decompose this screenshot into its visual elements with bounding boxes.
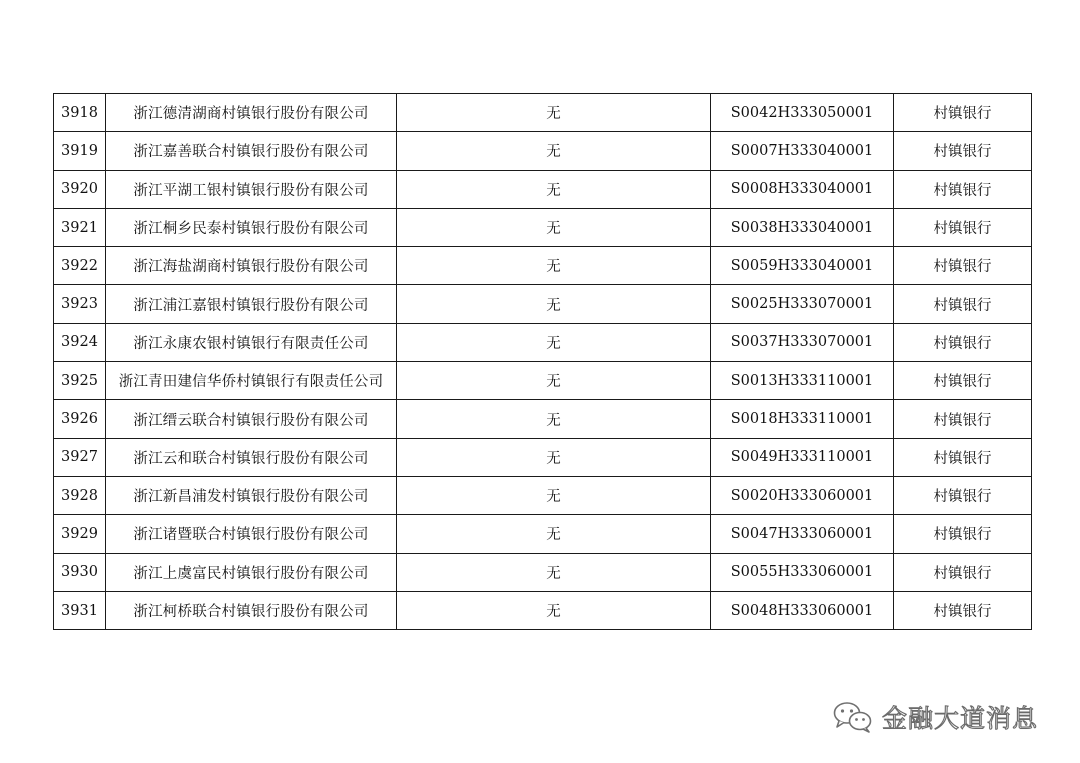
- bank-type-text: 村镇银行: [933, 604, 992, 620]
- bank-name-text: 浙江上虞富民村镇银行股份有限公司: [133, 565, 369, 582]
- institution-code-text: S0018H333110001: [730, 411, 874, 428]
- institution-code-cell: [711, 438, 894, 476]
- other-name-cell: [397, 323, 711, 361]
- bank-name-text: 浙江桐乡民泰村镇银行股份有限公司: [133, 221, 369, 238]
- row-number-text: 3921: [61, 219, 98, 236]
- row-number-cell: [54, 400, 106, 438]
- bank-name-text: 浙江青田建信华侨村镇银行有限责任公司: [118, 374, 384, 391]
- institution-code-text: S0025H333070001: [730, 296, 874, 313]
- other-name-cell: [397, 476, 711, 514]
- institution-code-cell: [711, 170, 894, 208]
- row-number-cell: [54, 323, 106, 361]
- other-name-text: 无: [546, 297, 561, 314]
- bank-type-text: 村镇银行: [933, 221, 992, 238]
- row-number-cell: [54, 362, 106, 400]
- institution-code-cell: [711, 285, 894, 323]
- row-number-cell: [54, 553, 106, 591]
- bank-name-cell: [106, 362, 397, 400]
- other-name-cell: [397, 208, 711, 246]
- row-number-text: 3919: [61, 142, 98, 159]
- institution-code-cell: [711, 553, 894, 591]
- other-name-text: 无: [546, 221, 561, 238]
- other-name-cell: [397, 285, 711, 323]
- bank-type-text: 村镇银行: [933, 144, 992, 161]
- bank-name-text: 浙江平湖工银村镇银行股份有限公司: [133, 182, 369, 199]
- other-name-text: 无: [546, 450, 561, 467]
- table-row: [54, 553, 1032, 591]
- table-row: [54, 170, 1032, 208]
- table-row: [54, 515, 1032, 553]
- bank-name-cell: [106, 591, 397, 629]
- other-name-text: 无: [546, 412, 561, 429]
- other-name-text: 无: [546, 604, 561, 620]
- other-name-text: 无: [546, 182, 561, 199]
- other-name-text: 无: [546, 565, 561, 582]
- bank-name-cell: [106, 400, 397, 438]
- bank-type-text: 村镇银行: [933, 259, 992, 276]
- bank-type-text: 村镇银行: [933, 182, 992, 199]
- institution-code-cell: [711, 94, 894, 132]
- bank-name-cell: [106, 247, 397, 285]
- watermark-text: 金融大道消息: [882, 704, 1039, 733]
- row-number-text: 3929: [61, 525, 98, 542]
- bank-type-cell: [894, 438, 1032, 476]
- row-number-text: 3922: [61, 257, 98, 274]
- row-number-cell: [54, 285, 106, 323]
- institution-code-text: S0055H333060001: [730, 564, 874, 581]
- bank-type-text: 村镇银行: [933, 335, 992, 352]
- bank-name-cell: [106, 132, 397, 170]
- row-number-cell: [54, 132, 106, 170]
- bank-name-text: 浙江永康农银村镇银行有限责任公司: [133, 335, 369, 352]
- bank-name-text: 浙江新昌浦发村镇银行股份有限公司: [133, 489, 369, 506]
- other-name-cell: [397, 438, 711, 476]
- institution-code-text: S0013H333110001: [730, 372, 874, 389]
- bank-name-cell: [106, 170, 397, 208]
- bank-name-text: 浙江柯桥联合村镇银行股份有限公司: [133, 604, 369, 620]
- row-number-text: 3918: [61, 104, 98, 121]
- other-name-text: 无: [546, 335, 561, 352]
- institution-code-cell: [711, 208, 894, 246]
- row-number-cell: [54, 208, 106, 246]
- bank-type-text: 村镇银行: [933, 527, 992, 544]
- institution-code-cell: [711, 362, 894, 400]
- bank-type-text: 村镇银行: [933, 412, 992, 429]
- other-name-cell: [397, 553, 711, 591]
- institution-code-text: S0048H333060001: [730, 602, 874, 619]
- watermark: [832, 697, 1038, 737]
- row-number-cell: [54, 515, 106, 553]
- row-number-cell: [54, 591, 106, 629]
- row-number-text: 3920: [61, 181, 98, 198]
- institution-code-text: S0038H333040001: [730, 219, 874, 236]
- bank-name-text: 浙江诸暨联合村镇银行股份有限公司: [133, 527, 369, 544]
- bank-name-text: 浙江海盐湖商村镇银行股份有限公司: [133, 259, 369, 276]
- row-number-text: 3927: [61, 449, 98, 466]
- other-name-cell: [397, 515, 711, 553]
- other-name-text: 无: [546, 259, 561, 276]
- table-row: [54, 285, 1032, 323]
- wechat-icon: [832, 700, 874, 734]
- other-name-cell: [397, 591, 711, 629]
- institution-code-cell: [711, 400, 894, 438]
- bank-type-cell: [894, 476, 1032, 514]
- table-row: [54, 400, 1032, 438]
- bank-type-cell: [894, 400, 1032, 438]
- bank-name-text: 浙江缙云联合村镇银行股份有限公司: [133, 412, 369, 429]
- table-row: [54, 476, 1032, 514]
- institution-code-cell: [711, 247, 894, 285]
- bank-type-cell: [894, 247, 1032, 285]
- bank-name-cell: [106, 285, 397, 323]
- other-name-text: 无: [546, 374, 561, 391]
- bank-type-text: 村镇银行: [933, 297, 992, 314]
- other-name-cell: [397, 400, 711, 438]
- institution-code-cell: [711, 132, 894, 170]
- bank-type-text: 村镇银行: [933, 450, 992, 467]
- institution-code-text: S0059H333040001: [730, 257, 874, 274]
- other-name-cell: [397, 362, 711, 400]
- bank-name-cell: [106, 438, 397, 476]
- bank-type-text: 村镇银行: [933, 489, 992, 506]
- bank-name-text: 浙江德清湖商村镇银行股份有限公司: [133, 106, 369, 123]
- row-number-text: 3928: [61, 487, 98, 504]
- bank-type-text: 村镇银行: [933, 106, 992, 123]
- other-name-text: 无: [546, 144, 561, 161]
- institution-code-text: S0042H333050001: [730, 104, 874, 121]
- bank-type-cell: [894, 323, 1032, 361]
- bank-list-table: [53, 93, 1032, 630]
- bank-name-cell: [106, 208, 397, 246]
- table-row: [54, 247, 1032, 285]
- row-number-cell: [54, 476, 106, 514]
- bank-type-cell: [894, 132, 1032, 170]
- table-row: [54, 94, 1032, 132]
- other-name-cell: [397, 132, 711, 170]
- bank-name-cell: [106, 323, 397, 361]
- other-name-cell: [397, 247, 711, 285]
- bank-type-text: 村镇银行: [933, 374, 992, 391]
- bank-name-text: 浙江嘉善联合村镇银行股份有限公司: [133, 144, 369, 161]
- bank-name-text: 浙江云和联合村镇银行股份有限公司: [133, 450, 369, 467]
- other-name-cell: [397, 94, 711, 132]
- row-number-text: 3930: [61, 564, 98, 581]
- bank-name-cell: [106, 94, 397, 132]
- row-number-text: 3925: [61, 372, 98, 389]
- bank-name-cell: [106, 515, 397, 553]
- other-name-text: 无: [546, 106, 561, 123]
- table-body: [54, 94, 1032, 630]
- table-row: [54, 362, 1032, 400]
- bank-type-cell: [894, 285, 1032, 323]
- institution-code-text: S0020H333060001: [730, 487, 874, 504]
- row-number-cell: [54, 438, 106, 476]
- bank-name-cell: [106, 553, 397, 591]
- other-name-text: 无: [546, 527, 561, 544]
- row-number-cell: [54, 247, 106, 285]
- table-row: [54, 208, 1032, 246]
- table-row: [54, 132, 1032, 170]
- other-name-text: 无: [546, 489, 561, 506]
- institution-code-cell: [711, 476, 894, 514]
- institution-code-text: S0007H333040001: [730, 142, 874, 159]
- bank-type-cell: [894, 94, 1032, 132]
- institution-code-text: S0037H333070001: [730, 334, 874, 351]
- institution-code-text: S0047H333060001: [730, 525, 874, 542]
- row-number-cell: [54, 170, 106, 208]
- table-row: [54, 438, 1032, 476]
- row-number-text: 3924: [61, 334, 98, 351]
- row-number-text: 3926: [61, 411, 98, 428]
- institution-code-text: S0008H333040001: [730, 181, 874, 198]
- other-name-cell: [397, 170, 711, 208]
- row-number-cell: [54, 94, 106, 132]
- bank-type-cell: [894, 553, 1032, 591]
- row-number-text: 3931: [61, 602, 98, 619]
- bank-type-cell: [894, 170, 1032, 208]
- row-number-text: 3923: [61, 296, 98, 313]
- institution-code-cell: [711, 323, 894, 361]
- bank-type-cell: [894, 515, 1032, 553]
- bank-type-cell: [894, 591, 1032, 629]
- institution-code-cell: [711, 515, 894, 553]
- bank-type-text: 村镇银行: [933, 565, 992, 582]
- institution-code-text: S0049H333110001: [730, 449, 874, 466]
- institution-code-cell: [711, 591, 894, 629]
- table-row: [54, 591, 1032, 629]
- bank-name-text: 浙江浦江嘉银村镇银行股份有限公司: [133, 297, 369, 314]
- table-row: [54, 323, 1032, 361]
- bank-name-cell: [106, 476, 397, 514]
- bank-type-cell: [894, 208, 1032, 246]
- bank-type-cell: [894, 362, 1032, 400]
